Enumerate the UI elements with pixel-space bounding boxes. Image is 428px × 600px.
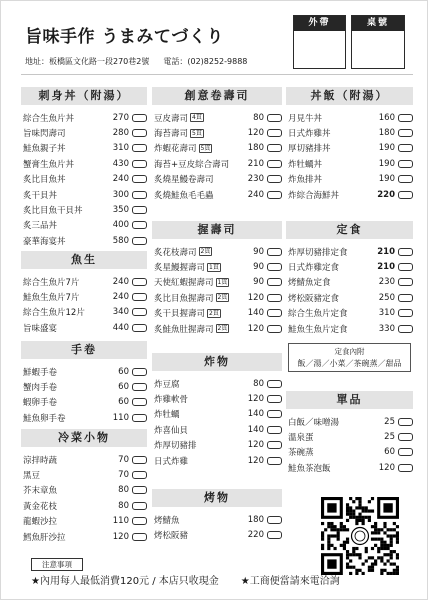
- quantity-box[interactable]: [132, 278, 147, 286]
- menu-item: [286, 141, 413, 156]
- item-price: 350: [112, 205, 129, 216]
- item-name: 炸綜合海鮮丼: [288, 190, 340, 201]
- item-name: 白飯／味噌湯: [288, 417, 340, 428]
- section-sashimi-platter: [21, 251, 147, 336]
- item-name: 炸蝦花壽司: [154, 144, 197, 155]
- contact-line: [25, 56, 247, 67]
- section-header: 刺身丼（附湯）: [21, 87, 147, 105]
- quantity-box[interactable]: [132, 414, 147, 422]
- item-price: 210: [377, 262, 395, 273]
- item-name: 豆皮壽司: [154, 113, 189, 124]
- quantity-box[interactable]: [132, 383, 147, 391]
- notice-label: 注意事項: [31, 558, 83, 571]
- item-price: 240: [112, 174, 129, 185]
- item-name: 炙比目魚丼: [23, 175, 66, 186]
- item-price: 90: [253, 277, 264, 288]
- item-name: 綜合生魚片12片: [23, 308, 85, 319]
- section-rice-bowls: [286, 87, 413, 202]
- item-name: 炸豆腐: [154, 379, 180, 390]
- item-price: 300: [112, 189, 129, 200]
- item-price: 240: [112, 292, 129, 303]
- set-meal-note-title: 定食內附: [334, 347, 365, 356]
- menu-item: [21, 379, 147, 394]
- item-price: 220: [377, 189, 395, 200]
- quantity-box[interactable]: [267, 144, 282, 152]
- item-price: 70: [118, 454, 129, 465]
- item-name: 烤松阪豬定食: [288, 293, 340, 304]
- quantity-box[interactable]: [398, 325, 413, 333]
- menu-item: [286, 321, 413, 336]
- portion-tag: 2貫: [217, 294, 228, 302]
- quantity-box[interactable]: [398, 433, 413, 441]
- item-name: 天使紅蝦握壽司: [154, 278, 214, 289]
- quantity-box[interactable]: [132, 144, 147, 152]
- menu-item: [152, 244, 282, 259]
- takeout-label: 外帶: [294, 16, 345, 31]
- item-name: 炸牡蠣: [154, 410, 180, 421]
- section-fried: [152, 353, 282, 468]
- portion-tag: 2貫: [209, 309, 219, 317]
- quantity-box[interactable]: [398, 114, 413, 122]
- menu-item: [21, 364, 147, 379]
- item-price: 330: [378, 323, 395, 334]
- item-price: 240: [247, 189, 264, 200]
- menu-item: [286, 414, 413, 429]
- quantity-box[interactable]: [267, 175, 282, 183]
- quantity-box[interactable]: [132, 486, 147, 494]
- item-name: 炙干貝丼: [23, 190, 58, 201]
- notice-line: [31, 576, 340, 588]
- takeout-field[interactable]: [294, 31, 345, 68]
- section-singles: [286, 391, 413, 476]
- item-name: 溫泉蛋: [288, 433, 314, 444]
- section-sashimi-don: [21, 87, 147, 249]
- item-name: 涼拌時蔬: [23, 455, 58, 466]
- item-price: 230: [378, 277, 395, 288]
- menu-item: [152, 110, 282, 125]
- menu-item: [152, 512, 282, 527]
- quantity-box[interactable]: [267, 516, 282, 524]
- section-header: 定食: [286, 221, 413, 239]
- quantity-box[interactable]: [267, 278, 282, 286]
- phone-text: 電話：(02)8252-9888: [163, 57, 248, 66]
- item-price: 120: [112, 531, 129, 542]
- section-header: 創意卷壽司: [152, 87, 282, 105]
- quantity-box[interactable]: [132, 456, 147, 464]
- item-name: 日式炸雞: [154, 456, 189, 467]
- quantity-box[interactable]: [267, 531, 282, 539]
- menu-item: [286, 125, 413, 140]
- item-name: 鱈魚肝沙拉: [23, 532, 66, 543]
- section-set-meals: [286, 221, 413, 336]
- portion-tag: 1貫: [217, 278, 228, 286]
- item-name: 炙燒星鰻卷壽司: [154, 175, 214, 186]
- quantity-box[interactable]: [132, 398, 147, 406]
- quantity-box[interactable]: [398, 464, 413, 472]
- item-price: 120: [247, 292, 264, 303]
- item-price: 120: [247, 323, 264, 334]
- quantity-box[interactable]: [267, 160, 282, 168]
- item-name: 炙燒鮭魚毛毛蟲: [154, 190, 214, 201]
- menu-item: [21, 141, 147, 156]
- item-name: 炙比目魚干貝丼: [23, 206, 83, 217]
- item-name: 鮭魚親子丼: [23, 144, 66, 155]
- menu-item: [152, 187, 282, 202]
- menu-item: [152, 172, 282, 187]
- menu-item: [152, 391, 282, 406]
- quantity-box[interactable]: [398, 294, 413, 302]
- item-price: 25: [384, 416, 395, 427]
- menu-item: [286, 172, 413, 187]
- item-name: 炸魚排丼: [288, 175, 323, 186]
- quantity-box[interactable]: [398, 160, 413, 168]
- portion-tag: 5貫: [192, 129, 202, 137]
- menu-item: [152, 306, 282, 321]
- menu-item: [152, 376, 282, 391]
- item-name: 黃金花枝: [23, 501, 58, 512]
- item-name: 炸牡蠣丼: [288, 159, 323, 170]
- header-divider: [21, 74, 413, 75]
- menu-item: [21, 156, 147, 171]
- quantity-box[interactable]: [267, 380, 282, 388]
- menu-item: [21, 467, 147, 482]
- item-price: 280: [112, 128, 129, 139]
- item-name: 黑豆: [23, 471, 41, 482]
- quantity-box[interactable]: [398, 175, 413, 183]
- quantity-box[interactable]: [132, 206, 147, 214]
- quantity-box[interactable]: [267, 395, 282, 403]
- menu-item: [21, 233, 147, 248]
- quantity-box[interactable]: [132, 221, 147, 229]
- menu-item: [152, 259, 282, 274]
- menu-item: [152, 453, 282, 468]
- section-header: 炸物: [152, 353, 282, 371]
- menu-item: [152, 438, 282, 453]
- item-name: 炸雞軟骨: [154, 395, 189, 406]
- item-price: 90: [253, 262, 264, 273]
- quantity-box[interactable]: [398, 448, 413, 456]
- item-price: 120: [247, 394, 264, 405]
- section-creative-rolls: [152, 87, 282, 202]
- item-price: 80: [118, 485, 129, 496]
- quantity-box[interactable]: [398, 278, 413, 286]
- item-name: 蟹膏生魚片丼: [23, 159, 75, 170]
- menu-item: [152, 321, 282, 336]
- item-price: 240: [112, 276, 129, 287]
- item-price: 310: [112, 143, 129, 154]
- item-name: 旨味盛宴: [23, 323, 58, 334]
- quantity-box[interactable]: [132, 293, 147, 301]
- menu-item: [21, 410, 147, 425]
- section-grilled: [152, 489, 282, 543]
- quantity-box[interactable]: [267, 309, 282, 317]
- menu-item: [152, 527, 282, 542]
- menu-item: [21, 125, 147, 140]
- menu-item: [286, 244, 413, 259]
- section-header: 單品: [286, 391, 413, 409]
- quantity-box[interactable]: [132, 129, 147, 137]
- menu-item: [21, 289, 147, 304]
- item-name: 旨味閃壽司: [23, 129, 66, 140]
- quantity-box[interactable]: [132, 114, 147, 122]
- quantity-box[interactable]: [267, 457, 282, 465]
- item-price: 440: [112, 322, 129, 333]
- section-header: 手卷: [21, 341, 147, 359]
- item-name: 炙星鰻握壽司: [154, 263, 206, 274]
- menu-item: [21, 395, 147, 410]
- qr-code: [321, 497, 399, 575]
- item-name: 龍蝦沙拉: [23, 517, 58, 528]
- item-price: 120: [247, 455, 264, 466]
- quantity-box[interactable]: [398, 248, 413, 256]
- menu-item: [286, 110, 413, 125]
- item-name: 日式炸雞丼: [288, 129, 331, 140]
- menu-item: [286, 306, 413, 321]
- quantity-box[interactable]: [132, 517, 147, 525]
- menu-item: [21, 172, 147, 187]
- item-price: 120: [378, 462, 395, 473]
- menu-item: [286, 156, 413, 171]
- table-number-label: 桌號: [352, 16, 404, 31]
- menu-item: [152, 125, 282, 140]
- quantity-box[interactable]: [267, 294, 282, 302]
- item-name: 海苔+豆皮綜合壽司: [154, 159, 230, 170]
- item-price: 190: [378, 158, 395, 169]
- quantity-box[interactable]: [267, 426, 282, 434]
- section-header: 丼飯（附湯）: [286, 87, 413, 105]
- menu-item: [21, 274, 147, 289]
- section-header: 冷菜小物: [21, 429, 147, 447]
- address-text: 地址：板橋區文化路一段270巷2號: [25, 57, 150, 66]
- item-price: 270: [112, 112, 129, 123]
- quantity-box[interactable]: [398, 129, 413, 137]
- set-meal-note-contents: 飯／湯／小菜／茶碗蒸／甜品: [297, 359, 402, 368]
- item-price: 80: [253, 378, 264, 389]
- menu-item: [21, 320, 147, 335]
- item-price: 140: [247, 424, 264, 435]
- section-header: 握壽司: [152, 221, 282, 239]
- item-name: 鮭魚茶泡飯: [288, 463, 331, 474]
- item-price: 60: [118, 366, 129, 377]
- menu-item: [21, 514, 147, 529]
- menu-item: [21, 305, 147, 320]
- menu-item: [286, 275, 413, 290]
- item-price: 190: [378, 174, 395, 185]
- item-name: 綜合生魚片丼: [23, 113, 75, 124]
- item-price: 580: [112, 235, 129, 246]
- section-cold-dishes: [21, 429, 147, 544]
- menu-item: [21, 218, 147, 233]
- section-header: 魚生: [21, 251, 147, 269]
- item-name: 月見牛丼: [288, 113, 323, 124]
- item-name: 炙三品丼: [23, 221, 58, 232]
- item-price: 220: [247, 530, 264, 541]
- item-name: 日式炸雞定食: [288, 263, 340, 274]
- menu-item: [21, 187, 147, 202]
- menu-item: [21, 498, 147, 513]
- quantity-box[interactable]: [267, 114, 282, 122]
- restaurant-title: 旨味手作 うまみてづくり: [25, 27, 224, 47]
- quantity-box[interactable]: [267, 441, 282, 449]
- item-price: 60: [118, 382, 129, 393]
- menu-item: [21, 529, 147, 544]
- menu-item: [286, 187, 413, 202]
- portion-tag: 5貫: [200, 144, 211, 152]
- portion-tag: 1貫: [209, 263, 219, 271]
- item-price: 310: [378, 308, 395, 319]
- menu-item: [21, 452, 147, 467]
- notice-lunchbox: ★工商便當請來電洽詢: [240, 576, 340, 587]
- item-name: 鮭魚生魚片定食: [288, 324, 348, 335]
- item-price: 90: [253, 246, 264, 257]
- menu-item: [152, 141, 282, 156]
- item-name: 炸厚切豬排: [154, 441, 197, 452]
- quantity-box[interactable]: [267, 129, 282, 137]
- item-name: 厚切豬排丼: [288, 144, 331, 155]
- item-price: 140: [247, 409, 264, 420]
- menu-item: [21, 483, 147, 498]
- quantity-box[interactable]: [132, 324, 147, 332]
- quantity-box[interactable]: [267, 263, 282, 271]
- set-meal-note: [288, 343, 411, 372]
- quantity-box[interactable]: [132, 191, 147, 199]
- menu-item: [286, 460, 413, 475]
- item-price: 180: [247, 514, 264, 525]
- quantity-box[interactable]: [398, 309, 413, 317]
- item-price: 210: [377, 246, 395, 257]
- quantity-box[interactable]: [132, 160, 147, 168]
- item-name: 海苔壽司: [154, 129, 189, 140]
- item-price: 190: [378, 143, 395, 154]
- item-price: 400: [112, 220, 129, 231]
- item-name: 炙比目魚握壽司: [154, 293, 214, 304]
- item-name: 綜合生魚片7片: [23, 277, 80, 288]
- section-nigiri: [152, 221, 282, 336]
- section-header: 烤物: [152, 489, 282, 507]
- quantity-box[interactable]: [267, 248, 282, 256]
- quantity-box[interactable]: [398, 418, 413, 426]
- item-price: 25: [384, 432, 395, 443]
- menu-item: [286, 290, 413, 305]
- item-price: 120: [247, 128, 264, 139]
- menu-item: [152, 422, 282, 437]
- menu-item: [152, 156, 282, 171]
- item-name: 鮭魚卵手卷: [23, 413, 66, 424]
- portion-tag: 4貫: [192, 114, 202, 122]
- menu-item: [21, 110, 147, 125]
- item-price: 210: [247, 158, 264, 169]
- quantity-box[interactable]: [132, 308, 147, 316]
- quantity-box[interactable]: [398, 144, 413, 152]
- menu-item: [21, 202, 147, 217]
- table-number-box: [351, 15, 405, 69]
- item-name: 鮭魚生魚片7片: [23, 293, 80, 304]
- item-name: 炸厚切豬排定食: [288, 247, 348, 258]
- quantity-box[interactable]: [132, 237, 147, 245]
- item-price: 180: [247, 143, 264, 154]
- item-name: 烤鯖魚定食: [288, 278, 331, 289]
- item-price: 60: [118, 397, 129, 408]
- takeout-box: [293, 15, 346, 69]
- portion-tag: 2貫: [217, 325, 228, 333]
- item-name: 綜合生魚片定食: [288, 309, 348, 320]
- item-name: 炙干貝握壽司: [154, 309, 206, 320]
- menu-item: [152, 407, 282, 422]
- quantity-box[interactable]: [132, 502, 147, 510]
- item-price: 60: [384, 447, 395, 458]
- quantity-box[interactable]: [398, 263, 413, 271]
- quantity-box[interactable]: [132, 175, 147, 183]
- portion-tag: 2貫: [200, 248, 211, 256]
- item-name: 烤松阪豬: [154, 531, 189, 542]
- item-name: 蟹肉手卷: [23, 383, 58, 394]
- item-price: 230: [247, 174, 264, 185]
- item-price: 120: [247, 440, 264, 451]
- item-price: 110: [112, 516, 129, 527]
- item-name: 烤鯖魚: [154, 515, 180, 526]
- item-price: 80: [253, 112, 264, 123]
- quantity-box[interactable]: [132, 471, 147, 479]
- item-name: 鮮蝦手卷: [23, 367, 58, 378]
- item-price: 70: [118, 470, 129, 481]
- item-price: 340: [112, 307, 129, 318]
- menu-item: [152, 275, 282, 290]
- quantity-box[interactable]: [267, 191, 282, 199]
- item-name: 炙鮭魚肚握壽司: [154, 324, 214, 335]
- menu-item: [152, 290, 282, 305]
- item-name: 豪華海宴丼: [23, 236, 66, 247]
- item-price: 80: [118, 500, 129, 511]
- item-name: 茶碗蒸: [288, 448, 314, 459]
- item-name: 炸喜仙貝: [154, 425, 189, 436]
- item-price: 110: [112, 412, 129, 423]
- item-name: 炙花枝壽司: [154, 247, 197, 258]
- item-price: 250: [378, 292, 395, 303]
- item-name: 芥末章魚: [23, 486, 58, 497]
- item-price: 180: [378, 128, 395, 139]
- item-price: 160: [378, 112, 395, 123]
- item-price: 430: [112, 158, 129, 169]
- menu-item: [286, 259, 413, 274]
- item-name: 蝦卵手卷: [23, 398, 58, 409]
- quantity-box[interactable]: [132, 533, 147, 541]
- table-number-field[interactable]: [352, 31, 404, 68]
- menu-item: [286, 429, 413, 444]
- quantity-box[interactable]: [398, 191, 413, 199]
- quantity-box[interactable]: [132, 368, 147, 376]
- item-price: 140: [247, 308, 264, 319]
- quantity-box[interactable]: [267, 325, 282, 333]
- quantity-box[interactable]: [267, 410, 282, 418]
- section-hand-rolls: [21, 341, 147, 426]
- menu-item: [286, 445, 413, 460]
- notice-dine-in: ★內用每人最低消費120元 / 本店只收現金: [31, 576, 219, 587]
